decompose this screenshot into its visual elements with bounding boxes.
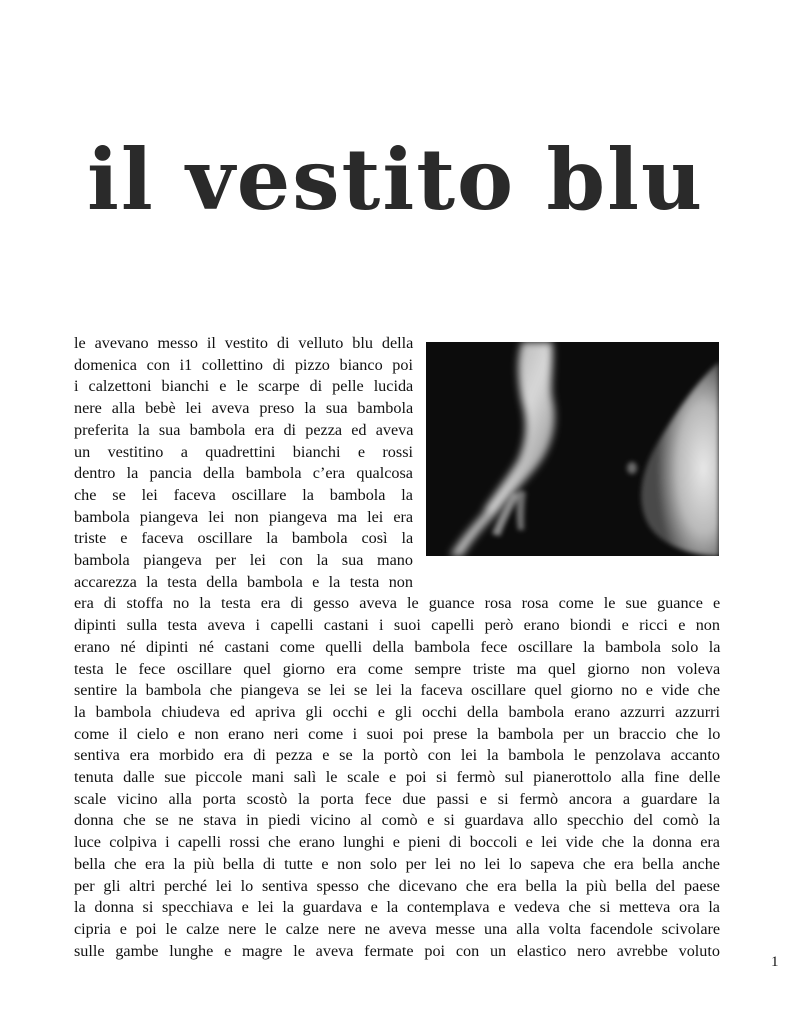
text-line: bella che era la più bella di tutte e non solo per lei no lei lo sapeva che era bella anche (74, 854, 720, 873)
text-line: scale vicino alla porta scostò la porta fece due passi e si fermò ancora a guardare la (74, 789, 720, 808)
text-line: la bambola chiudeva ed apriva gli occhi e gli occhi della bambola erano azzurri azzurri (74, 702, 720, 721)
text-line: sentiva era morbido era di pezza e se la portò con lei la bambola le penzolava accanto (74, 746, 720, 765)
page-number: 1 (771, 954, 779, 970)
text-line: dipinti sulla testa aveva i capelli castani i suoi capelli però erano biondi e ricci e non (74, 616, 720, 635)
text-line: testa le fece oscillare quel giorno era come sempre triste ma quel giorno non voleva (74, 659, 721, 678)
text-line: come il cielo e non erano neri come i suoi poi prese la bambola per un braccio che lo (74, 724, 721, 743)
text-line: le avevano messo il vestito di velluto blu della (74, 334, 414, 352)
text-line: nere alla bebè lei aveva preso la sua bambola (74, 399, 414, 418)
text-line: dentro la pancia della bambola c’era qualcosa (74, 464, 413, 483)
text-line: per gli altri perché lei lo sentiva spesso che dicevano che era bella la più bella del paese (74, 876, 720, 895)
text-line: i calzettoni bianchi e le scarpe di pelle lucida (74, 377, 414, 396)
text-line: tenuta dalle sue piccole mani salì le scale e poi si fermò sul pianerottolo alla fine delle (74, 768, 721, 787)
text-line: la donna si specchiava e lei la guardava e la contemplava e vedeva che si metteva ora la (74, 898, 720, 917)
text-line: donna che se ne stava in piedi vicino al comò e si guardava allo specchio del comò la (74, 811, 720, 830)
text-line: bambola piangeva lei non piangeva ma lei era (74, 507, 414, 526)
text-line: triste e faceva oscillare la bambola così la (74, 529, 414, 548)
text-line: erano né dipinti né castani come quelli della bambola fece oscillare la bambola solo la (74, 637, 721, 656)
text-line: cipria e poi le calze nere le calze nere ne aveva messe una alla volta facendole scivolare (74, 919, 721, 938)
text-line: sentire la bambola che piangeva se lei se lei la faceva oscillare quel giorno no e vide che (74, 681, 721, 700)
text-line: preferita la sua bambola era di pezza ed aveva (74, 420, 414, 439)
text-line: luce colpiva i capelli rossi che erano lunghi e pieni di boccoli e lei vide che la donna era (74, 833, 720, 852)
page-title: il vestito blu (86, 130, 705, 229)
text-line: era di stoffa no la testa era di gesso aveva le guance rosa rosa come le sue guance e (74, 594, 721, 613)
text-line: domenica con i1 collettino di pizzo bianco poi (74, 355, 413, 374)
text-line: sulle gambe lunghe e magre le aveva fermate poi con un elastico nero avrebbe voluto (74, 941, 720, 960)
text-line: bambola piangeva per lei con la sua mano (74, 551, 413, 570)
text-line: che se lei faceva oscillare la bambola la (74, 485, 413, 504)
text-line: un vestitino a quadrettini bianchi e rossi (74, 442, 413, 461)
body-text (74, 333, 720, 962)
text-line: accarezza la testa della bambola e la testa non (74, 572, 413, 591)
